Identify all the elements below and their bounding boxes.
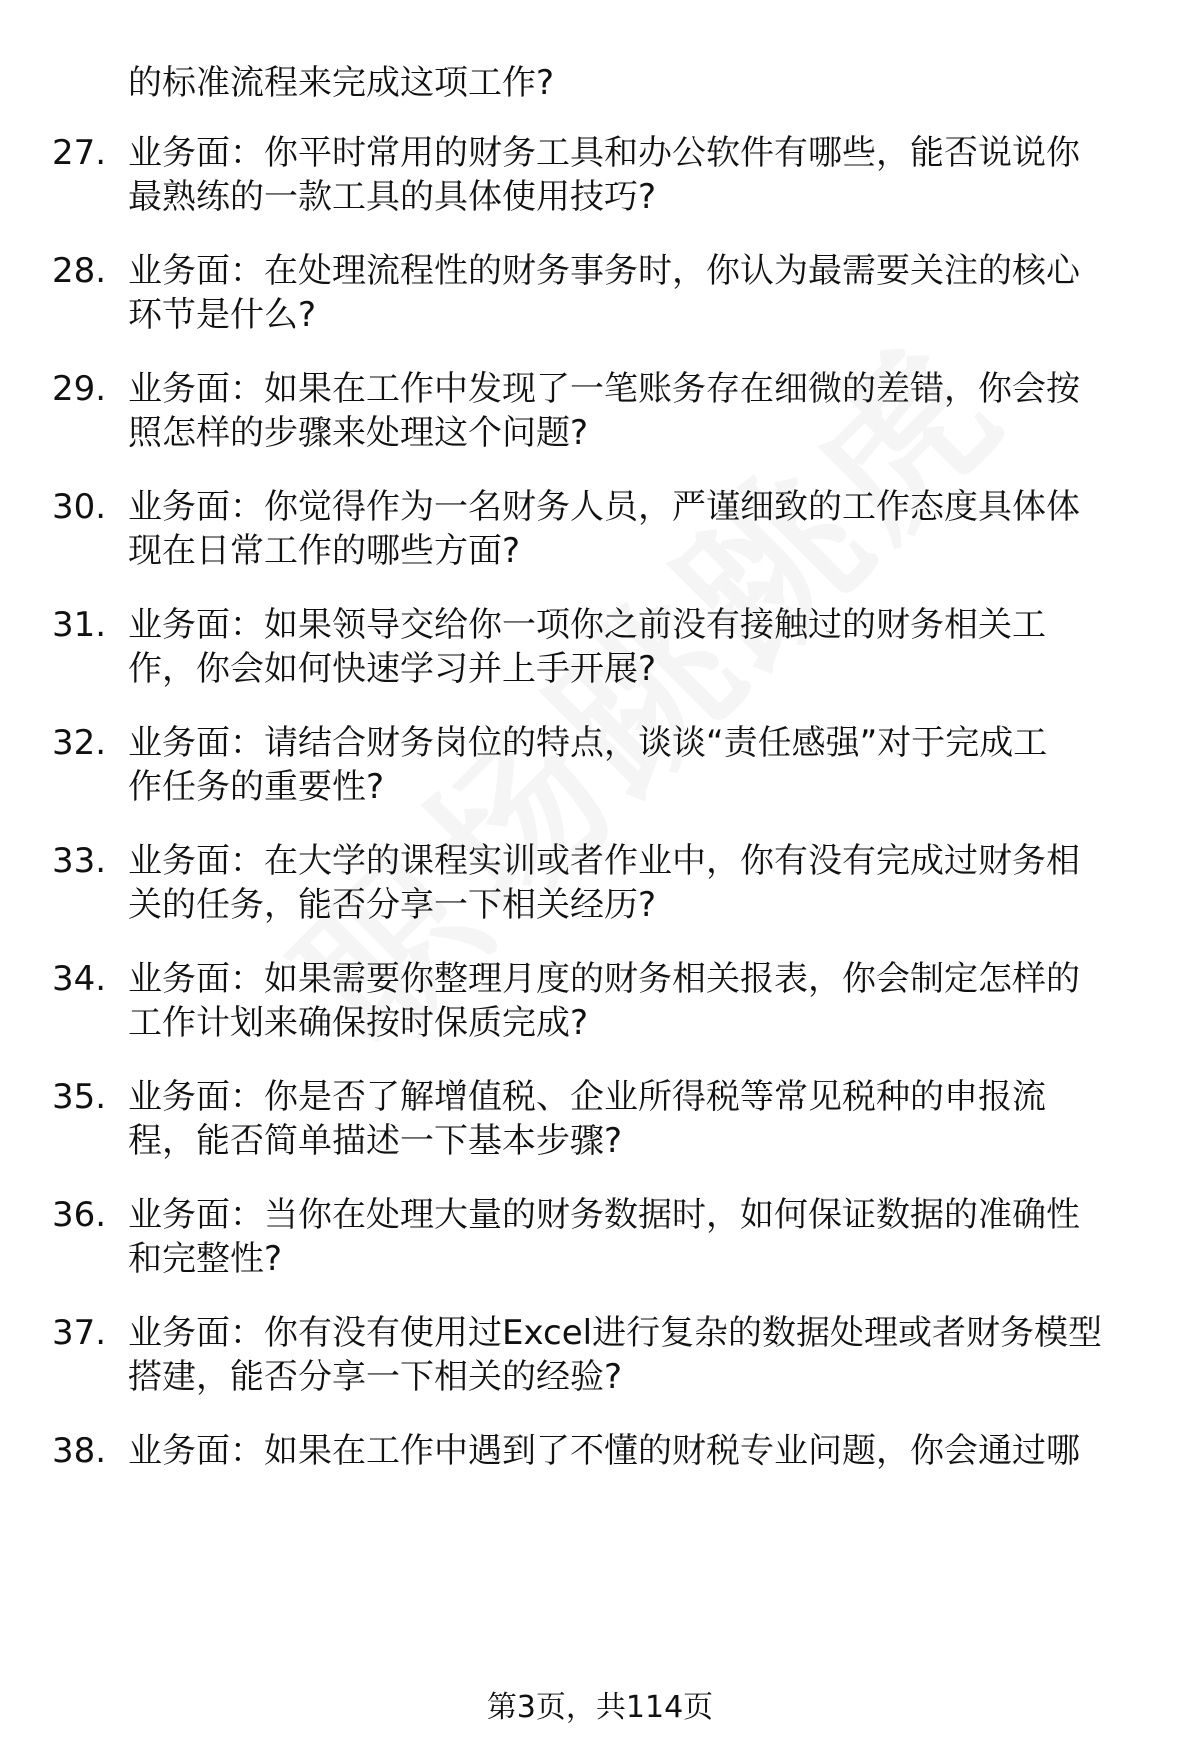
question-text-line: 业务面：当你在处理大量的财务数据时，如何保证数据的准确性 (128, 1195, 1080, 1235)
question-item (52, 249, 1152, 337)
question-text-line: 业务面：如果领导交给你一项你之前没有接触过的财务相关工 (128, 605, 1046, 645)
question-item (52, 1193, 1152, 1281)
question-number: 32. (52, 723, 107, 763)
question-item (52, 721, 1152, 809)
question-text-line: 业务面：你是否了解增值税、企业所得税等常见税种的申报流 (128, 1077, 1046, 1117)
question-text-line: 关的任务，能否分享一下相关经历? (128, 885, 657, 925)
question-text-line: 搭建，能否分享一下相关的经验? (128, 1357, 623, 1397)
question-text-line: 环节是什么? (128, 295, 317, 335)
question-number: 27. (52, 133, 107, 173)
question-item (52, 957, 1152, 1045)
question-number: 30. (52, 487, 107, 527)
question-number: 34. (52, 959, 107, 999)
question-item (52, 603, 1152, 691)
question-number: 38. (52, 1431, 107, 1471)
question-text-line: 业务面：如果在工作中发现了一笔账务存在细微的差错，你会按 (128, 369, 1080, 409)
question-text-line: 业务面：你觉得作为一名财务人员，严谨细致的工作态度具体体 (128, 487, 1080, 527)
question-text-line: 作任务的重要性? (128, 767, 385, 807)
question-text-line: 最熟练的一款工具的具体使用技巧? (128, 177, 657, 217)
question-text-line: 工作计划来确保按时保质完成? (128, 1003, 589, 1043)
question-text-line: 业务面：在处理流程性的财务事务时，你认为最需要关注的核心 (128, 251, 1080, 291)
question-item (52, 1311, 1152, 1399)
question-item (52, 839, 1152, 927)
question-item (52, 131, 1152, 219)
question-number: 35. (52, 1077, 107, 1117)
continued-question-line: 的标准流程来完成这项工作? (128, 63, 555, 103)
question-text-line: 业务面：如果需要你整理月度的财务相关报表，你会制定怎样的 (128, 959, 1080, 999)
question-text-line: 业务面：请结合财务岗位的特点，谈谈“责任感强”对于完成工 (128, 723, 1048, 763)
question-number: 36. (52, 1195, 107, 1235)
question-text-line: 业务面：你平时常用的财务工具和办公软件有哪些，能否说说你 (128, 133, 1080, 173)
question-item (52, 367, 1152, 455)
question-text-line: 业务面：在大学的课程实训或者作业中，你有没有完成过财务相 (128, 841, 1080, 881)
question-number: 31. (52, 605, 107, 645)
question-item (52, 1429, 1152, 1473)
question-number: 29. (52, 369, 107, 409)
page-footer: 第3页，共114页 (486, 1690, 714, 1725)
question-text-line: 作，你会如何快速学习并上手开展? (128, 649, 657, 689)
question-text-line: 和完整性? (128, 1239, 283, 1279)
question-text-line: 程，能否简单描述一下基本步骤? (128, 1121, 623, 1161)
question-number: 37. (52, 1313, 107, 1353)
question-text-line: 照怎样的步骤来处理这个问题? (128, 413, 589, 453)
question-number: 33. (52, 841, 107, 881)
question-number: 28. (52, 251, 107, 291)
question-item (52, 1075, 1152, 1163)
question-text-line: 现在日常工作的哪些方面? (128, 531, 521, 571)
question-text-line: 业务面：如果在工作中遇到了不懂的财税专业问题，你会通过哪 (128, 1431, 1080, 1471)
question-text-line: 业务面：你有没有使用过Excel进行复杂的数据处理或者财务模型 (128, 1313, 1103, 1353)
question-item (52, 485, 1152, 573)
